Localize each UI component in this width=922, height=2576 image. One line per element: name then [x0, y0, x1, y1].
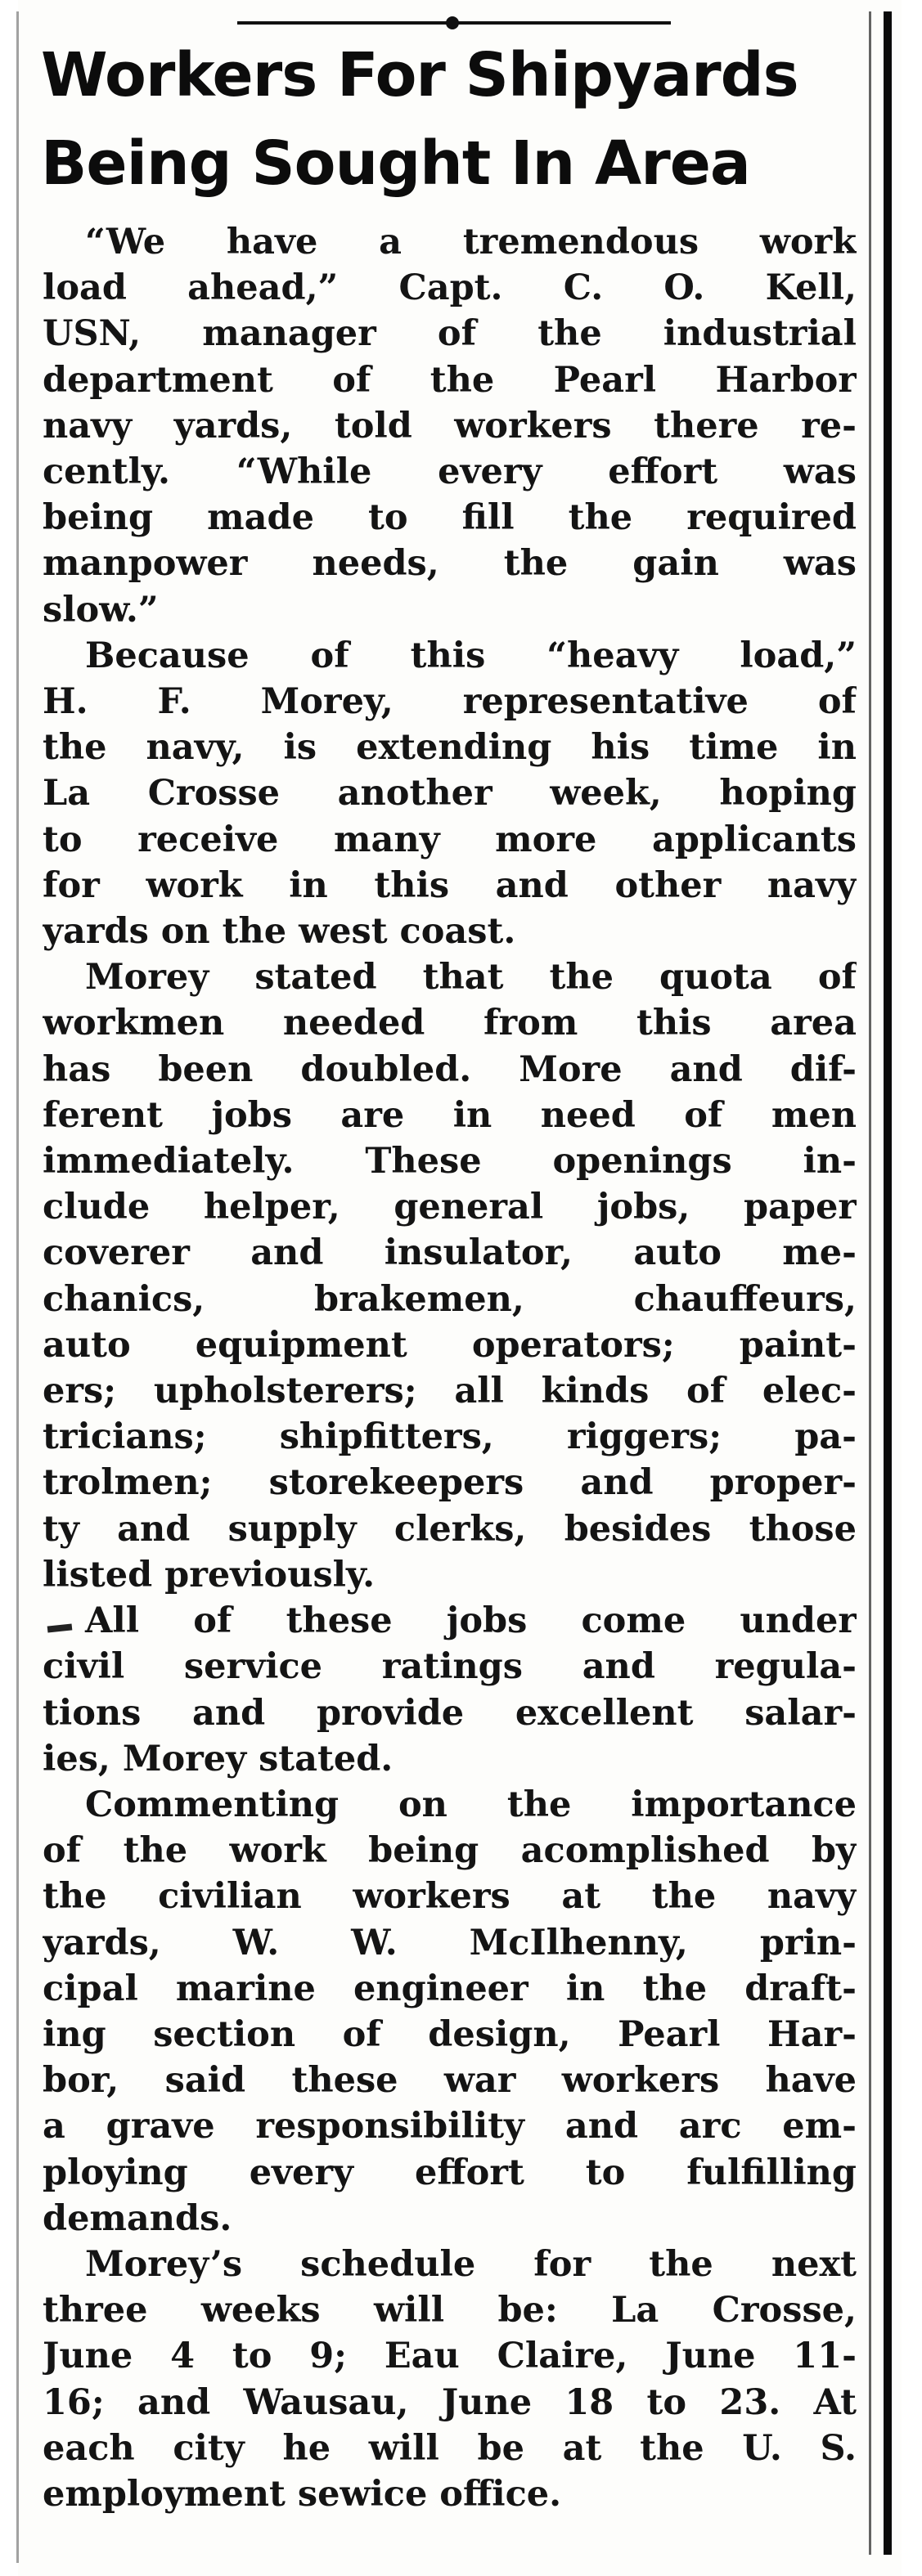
- article-line: department of the Pearl Harbor: [43, 359, 857, 401]
- article-line: cipal marine engineer in the draft-: [43, 1968, 857, 2009]
- article-line: 16; and Wausau, June 18 to 23. At: [43, 2381, 857, 2423]
- article-line: ers; upholsterers; all kinds of elec-: [43, 1371, 857, 1412]
- left-column-rule: [16, 11, 19, 2563]
- article-line: coverer and insulator, auto me-: [43, 1232, 857, 1274]
- article-body: [43, 219, 857, 2517]
- article-line: the navy, is extending his time in: [43, 727, 857, 769]
- article-paragraph: [43, 2242, 857, 2517]
- article-paragraph: [43, 633, 857, 954]
- article-line: Because of this “heavy load,”: [85, 635, 857, 676]
- article-line: June 4 to 9; Eau Claire, June 11-: [43, 2336, 857, 2377]
- article-line: yards, W. W. McIlhenny, prin-: [43, 1922, 857, 1963]
- article-line: each city he will be at the U. S.: [43, 2427, 857, 2469]
- article-line: auto equipment operators; paint-: [43, 1324, 857, 1366]
- article-line: employment sewice office.: [43, 2473, 562, 2515]
- article-line: civil service ratings and regula-: [43, 1646, 857, 1688]
- article-line: listed previously.: [43, 1554, 376, 1595]
- article-line: Morey’s schedule for the next: [85, 2243, 857, 2285]
- top-dash-ornament: [446, 16, 459, 29]
- article-line: clude helper, general jobs, paper: [43, 1187, 857, 1228]
- article-line: yards on the west coast.: [43, 911, 516, 953]
- right-column-rule-thin: [869, 11, 871, 2555]
- article-paragraph: [43, 1598, 857, 1782]
- article-line: load ahead,” Capt. C. O. Kell,: [43, 267, 857, 309]
- article-line: cently. “While every effort was: [43, 451, 857, 493]
- article-line: demands.: [43, 2197, 232, 2239]
- article-line: ies, Morey stated.: [43, 1738, 394, 1779]
- headline-line-1: Workers For Shipyards: [41, 40, 798, 110]
- article-paragraph: [43, 954, 857, 1598]
- article-paragraph: [43, 1782, 857, 2242]
- article-line: immediately. These openings in-: [43, 1141, 857, 1183]
- article-line: ty and supply clerks, besides those: [43, 1508, 857, 1550]
- article-line: navy yards, told workers there re-: [43, 405, 857, 447]
- article-line: ing section of design, Pearl Har-: [43, 2013, 857, 2055]
- article-line: to receive many more applicants: [43, 819, 857, 860]
- article-line: trolmen; storekeepers and proper-: [43, 1462, 857, 1504]
- article-line: All of these jobs come under: [85, 1600, 857, 1642]
- article-line: ferent jobs are in need of men: [43, 1094, 857, 1136]
- article-line: La Crosse another week, hoping: [43, 773, 857, 815]
- article-line: USN, manager of the industrial: [43, 313, 857, 355]
- article-line: workmen needed from this area: [43, 1003, 857, 1044]
- article-line: bor, said these war workers have: [43, 2060, 857, 2102]
- article-line: three weeks will be: La Crosse,: [43, 2290, 857, 2331]
- right-column-rule: [884, 11, 892, 2555]
- article-line: chanics, brakemen, chauffeurs,: [43, 1278, 857, 1320]
- article-line: has been doubled. More and dif-: [43, 1048, 857, 1090]
- article-line: Commenting on the importance: [85, 1784, 857, 1825]
- article-line: of the work being acomplished by: [43, 1830, 857, 1872]
- article-paragraph: [43, 219, 857, 633]
- article-line: manpower needs, the gain was: [43, 543, 857, 585]
- article-line: the civilian workers at the navy: [43, 1876, 857, 1918]
- article-line: “We have a tremendous work: [85, 222, 857, 263]
- headline-line-2: Being Sought In Area: [41, 128, 750, 199]
- article-line: being made to fill the required: [43, 497, 857, 539]
- article-headline: [41, 31, 867, 208]
- article-line: a grave responsibility and arc em-: [43, 2106, 857, 2147]
- article-line: Morey stated that the quota of: [85, 957, 857, 999]
- article-line: H. F. Morey, representative of: [43, 681, 857, 723]
- article-line: for work in this and other navy: [43, 864, 857, 906]
- article-line: ploying every effort to fulfilling: [43, 2152, 857, 2193]
- article-line: slow.”: [43, 589, 159, 631]
- article-line: tricians; shipfitters, riggers; pa-: [43, 1416, 857, 1458]
- article-line: tions and provide excellent salar-: [43, 1692, 857, 1734]
